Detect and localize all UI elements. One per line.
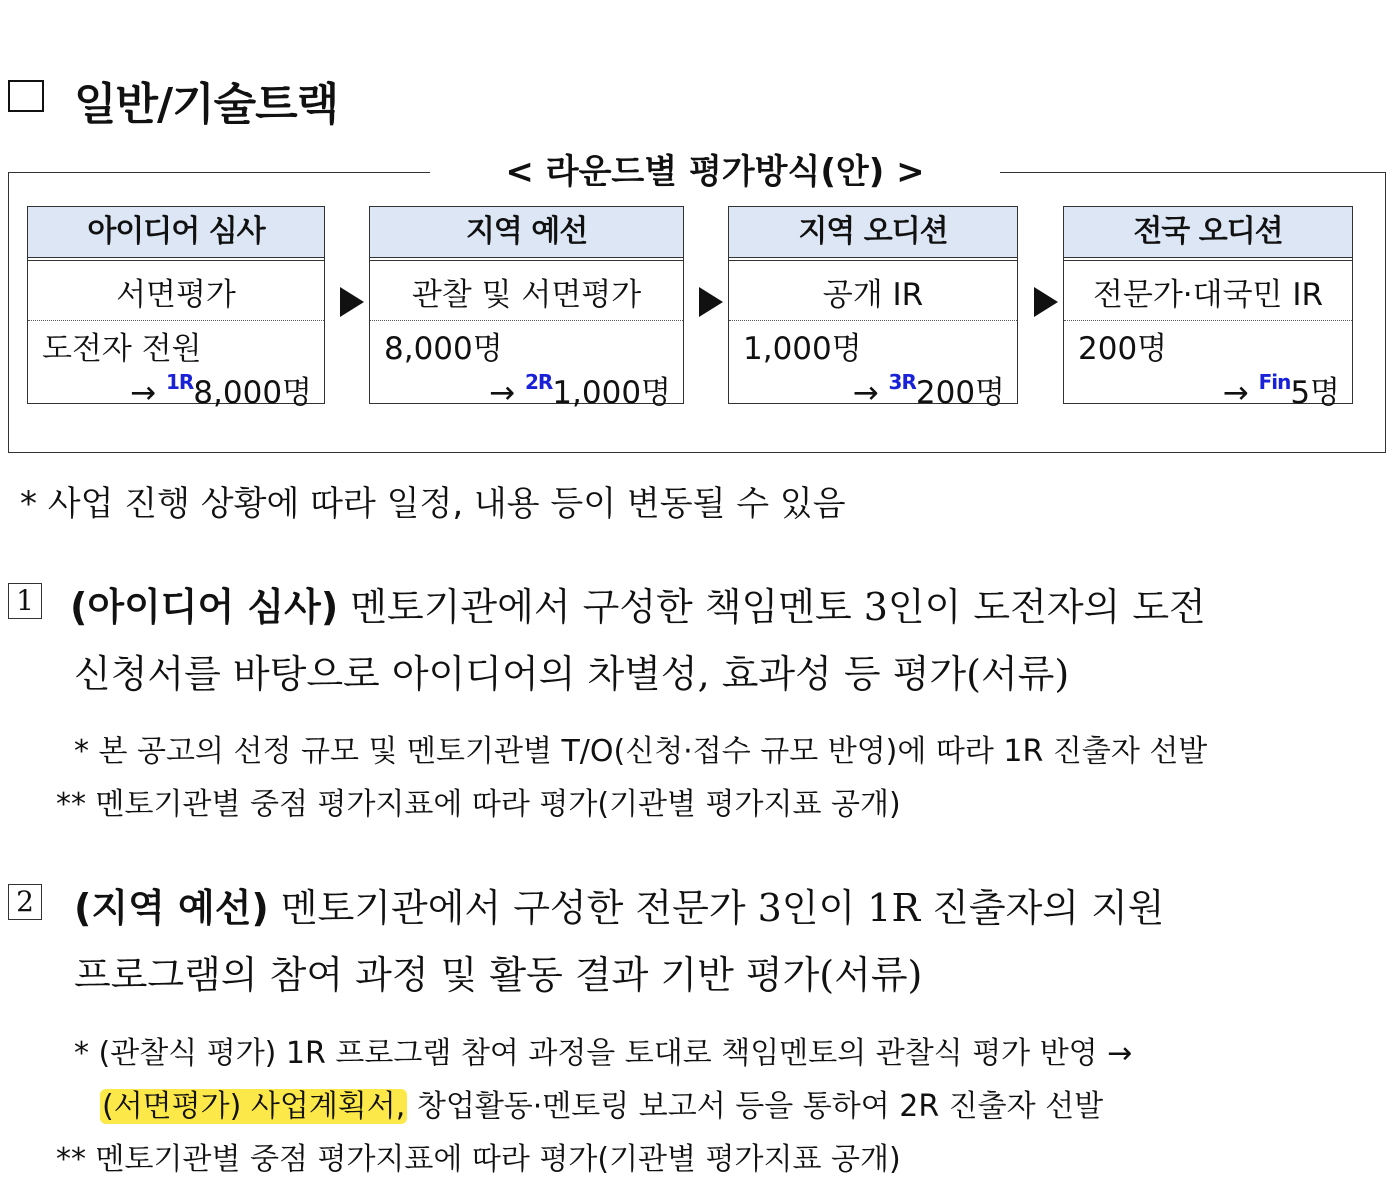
stage-result [130,367,312,412]
stage-count: 8,000명 [384,331,503,367]
note-text: 창업활동·멘토링 보고서 등을 통하여 2R 진출자 선발 [416,1089,1104,1124]
item-text: 멘토기관에서 구성한 책임멘토 3인이 도전자의 도전 [350,585,1206,629]
divider [28,320,324,321]
section-title: 일반/기술트랙 [74,79,339,130]
stage-method: 전문가·대국민 IR [1092,277,1324,313]
round-badge: 3R [888,370,916,394]
triangle-arrow-icon [340,287,364,317]
divider [729,260,1017,261]
highlighted-text: (서면평가) 사업계획서, [102,1089,406,1124]
arrow-right-icon: → [489,375,516,411]
stage-name: 지역 예선 [370,207,683,258]
stage-name: 전국 오디션 [1064,207,1352,258]
stage-result [1223,367,1340,412]
stage-box-regional-prelim [369,206,684,411]
item-1-note-1: * 본 공고의 선정 규모 및 멘토기관별 T/O(신청·접수 규모 반영)에 따라 1R 진출자 선발 [74,734,1208,769]
result-count: 1,000명 [552,375,671,411]
item-text: 멘토기관에서 구성한 전문가 3인이 1R 진출자의 지원 [280,886,1165,930]
stage-method: 서면평가 [116,277,236,313]
schedule-note: * 사업 진행 상황에 따라 일정, 내용 등이 변동될 수 있음 [20,484,846,524]
stage-result [489,367,671,412]
item-1-line-2: 신청서를 바탕으로 아이디어의 차별성, 효과성 등 평가(서류) [74,652,1070,696]
item-2-note-2 [100,1081,1103,1125]
arrow-right-icon: → [1222,375,1249,411]
triangle-arrow-icon [699,287,723,317]
divider [1064,260,1352,261]
arrow-right-icon: → [852,375,879,411]
divider [729,320,1017,321]
item-2-line-1 [74,877,1165,932]
stage-count: 도전자 전원 [42,331,202,367]
stage-count: 1,000명 [743,331,862,367]
stage-name: 아이디어 심사 [28,207,324,258]
stage-box-national-audition [1063,206,1353,411]
triangle-arrow-icon [1034,287,1058,317]
stage-box-regional-audition [728,206,1018,411]
divider [28,260,324,261]
stage-name: 지역 오디션 [729,207,1017,258]
item-label: (지역 예선) [74,886,269,930]
stage-method: 관찰 및 서면평가 [411,277,642,313]
item-1-note-2: ** 멘토기관별 중점 평가지표에 따라 평가(기관별 평가지표 공개) [56,787,901,822]
item-2-note-1: * (관찰식 평가) 1R 프로그램 참여 과정을 토대로 책임멘토의 관찰식 평가 반영 → [74,1036,1133,1071]
stage-count: 200명 [1078,331,1168,367]
flow-title: < 라운드별 평가방식(안) > [430,148,1000,196]
round-badge: 1R [165,370,194,394]
arrow-right-icon: → [130,375,157,411]
divider [1064,320,1352,321]
divider [370,260,683,261]
checkbox-icon [8,80,44,112]
stage-method: 공개 IR [822,277,924,313]
item-2-note-3: ** 멘토기관별 중점 평가지표에 따라 평가(기관별 평가지표 공개) [56,1142,901,1177]
result-count: 8,000명 [193,375,312,411]
result-count: 200명 [915,375,1005,411]
stage-box-idea [27,206,325,411]
item-1-line-1 [70,576,1206,631]
divider [370,320,683,321]
result-count: 5명 [1290,375,1340,411]
round-badge: Fin [1258,370,1291,394]
stage-result [853,367,1005,412]
item-number: 2 [8,884,42,920]
item-number: 1 [8,583,42,619]
round-badge: 2R [524,370,553,394]
item-label: (아이디어 심사) [70,585,339,629]
item-2-line-2: 프로그램의 참여 과정 및 활동 결과 기반 평가(서류) [74,953,923,997]
